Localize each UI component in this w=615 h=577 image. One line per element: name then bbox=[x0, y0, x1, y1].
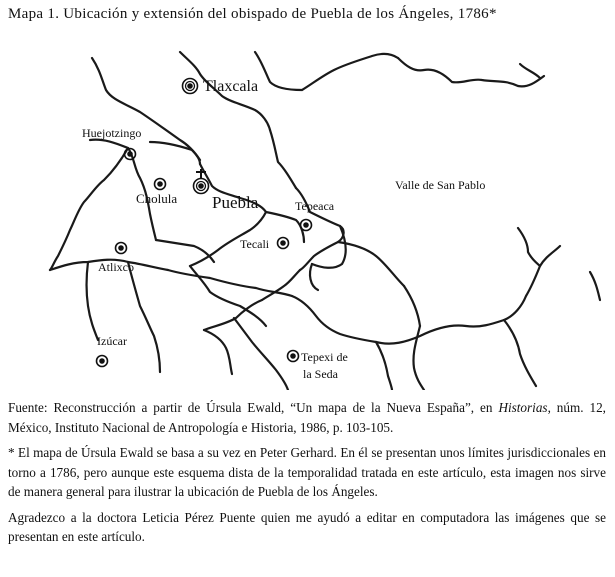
boundary-line bbox=[234, 318, 288, 390]
boundary-line bbox=[590, 272, 600, 300]
boundary-line bbox=[92, 58, 200, 160]
label-huejotzingo: Huejotzingo bbox=[82, 126, 142, 140]
map-title: Mapa 1. Ubicación y extensión del obispado de Puebla de los Ángeles, 1786* bbox=[8, 6, 497, 22]
jurisdiction-map bbox=[0, 30, 615, 390]
boundary-line bbox=[520, 64, 540, 78]
boundary-line bbox=[310, 264, 318, 290]
atlixco-marker bbox=[116, 243, 127, 254]
acknowledgment: Agradezco a la doctora Leticia Pérez Puente quien me ayudó a editar en computadora las imágenes que se presentan en este artículo. bbox=[8, 509, 606, 544]
footnote: * El mapa de Úrsula Ewald se basa a su vez en Peter Gerhard. En él se presentan unos límites jurisdiccionales en torno a 1786, pero aunque este esquema dista de la temporalidad tratada en este artículo, esta imagen nos sirve de manera general para ilustrar la ubicación de Puebla de los Ángeles. bbox=[8, 445, 606, 499]
boundary-line bbox=[190, 266, 266, 326]
tepeaca-marker bbox=[301, 220, 312, 231]
boundary-line bbox=[518, 228, 540, 266]
boundary-line bbox=[168, 270, 292, 296]
label-tlaxcala: Tlaxcala bbox=[203, 78, 259, 95]
label-tepexi-line2: la Seda bbox=[303, 367, 338, 381]
boundary-line bbox=[376, 342, 392, 390]
boundary-line bbox=[204, 330, 232, 374]
boundary-line bbox=[398, 58, 544, 86]
boundary-line bbox=[150, 142, 200, 164]
boundary-line bbox=[262, 270, 300, 300]
boundary-line bbox=[270, 130, 296, 188]
map-notes bbox=[8, 398, 606, 553]
label-cholula: Cholula bbox=[136, 191, 178, 206]
boundary-line bbox=[504, 320, 536, 386]
tecali-marker bbox=[278, 238, 289, 249]
boundary-line bbox=[87, 262, 99, 340]
cholula-marker bbox=[155, 179, 166, 190]
label-izucar: Izúcar bbox=[97, 334, 127, 348]
puebla-marker bbox=[194, 169, 209, 194]
boundary-line bbox=[255, 52, 398, 90]
boundary-line bbox=[404, 286, 420, 326]
source-citation: Fuente: Reconstrucción a partir de Úrsula Ewald, “Un mapa de la Nueva España”, en Historias, núm. 12, México, Instituto Nacional de Antropología e Historia, 1986, p. 103-105. bbox=[8, 400, 606, 435]
boundary-line bbox=[292, 296, 376, 342]
journal-title: Historias bbox=[498, 400, 548, 415]
tlaxcala-marker bbox=[183, 79, 198, 94]
label-puebla: Puebla bbox=[212, 193, 259, 212]
izucar-marker bbox=[97, 356, 108, 367]
label-tecali: Tecali bbox=[240, 237, 270, 251]
label-tepeaca: Tepeaca bbox=[295, 199, 335, 213]
boundary-line bbox=[376, 320, 504, 344]
label-valle-de-san-pablo: Valle de San Pablo bbox=[395, 178, 486, 192]
label-atlixco: Atlixco bbox=[98, 260, 134, 274]
boundary-line bbox=[128, 262, 160, 372]
label-tepexi-line1: Tepexi de bbox=[301, 350, 348, 364]
boundary-line bbox=[338, 242, 404, 286]
tepexi-marker bbox=[288, 351, 299, 362]
